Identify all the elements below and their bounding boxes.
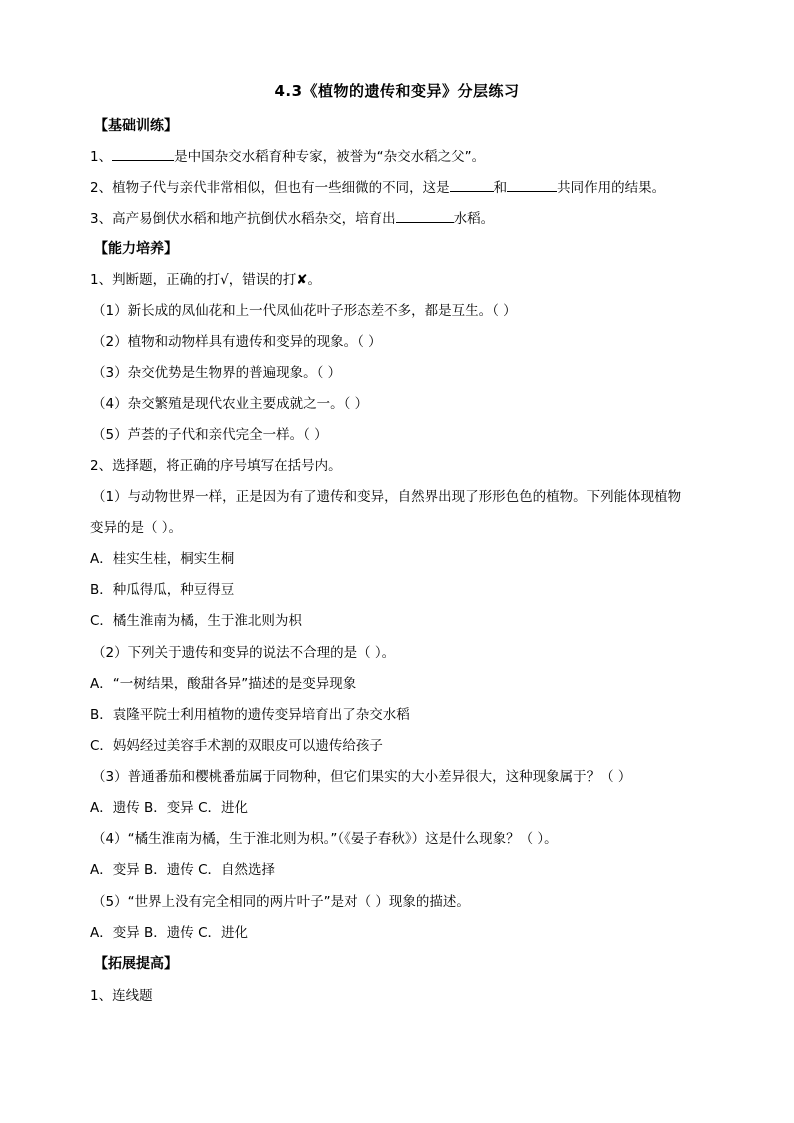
page-title: 4.3《植物的遗传和变异》分层练习 [274, 82, 520, 100]
basic-question-2 [90, 177, 665, 198]
answer-blank[interactable] [450, 177, 494, 192]
section-basic-heading: 【基础训练】 [94, 118, 178, 134]
choice-1-question-line-1: （1）与动物世界一样，正是因为有了遗传和变异，自然界出现了形形色色的植物。下列能体现植物 [92, 489, 682, 505]
judge-item: （3）杂交优势是生物界的普遍现象。（ ） [92, 365, 342, 381]
choice-5-question: （5）“世界上没有完全相同的两片叶子”是对（ ）现象的描述。 [92, 894, 470, 910]
judge-item: （5）芦荟的子代和亲代完全一样。（ ） [92, 427, 328, 443]
extend-question-1: 1、连线题 [90, 988, 153, 1004]
judge-item: （1）新长成的凤仙花和上一代凤仙花叶子形态差不多，都是互生。（ ） [92, 303, 517, 319]
section-extend-heading: 【拓展提高】 [94, 956, 178, 972]
answer-blank[interactable] [507, 177, 557, 192]
choice-1-option-b: B．种瓜得瓜，种豆得豆 [90, 582, 235, 598]
basic-question-1 [90, 146, 485, 167]
basic-question-3 [90, 208, 494, 229]
basic-q1-text: 是中国杂交水稻育种专家，被誉为“杂交水稻之父”。 [174, 149, 486, 165]
judge-item: （2）植物和动物样具有遗传和变异的现象。（ ） [92, 334, 382, 350]
choice-3-question: （3）普通番茄和樱桃番茄属于同物种，但它们果实的大小差异很大，这种现象属于？（ ） [92, 769, 632, 785]
choice-1-question-line-2: 变异的是（ ）。 [90, 520, 183, 536]
choice-2-option-a: A．“一树结果，酸甜各异”描述的是变异现象 [90, 676, 357, 692]
answer-blank[interactable] [112, 146, 174, 161]
basic-q3-post: 水稻。 [453, 211, 495, 227]
basic-q3-pre: 3、高产易倒伏水稻和地产抗倒伏水稻杂交，培育出 [90, 211, 396, 227]
basic-q1-number: 1、 [90, 149, 113, 165]
choice-2-option-c: C．妈妈经过美容手术割的双眼皮可以遗传给孩子 [90, 738, 383, 754]
choice-4-options: A．变异 B．遗传 C．自然选择 [90, 862, 276, 878]
choice-2-option-b: B．袁隆平院士利用植物的遗传变异培育出了杂交水稻 [90, 707, 410, 723]
choice-5-options: A．变异 B．遗传 C．进化 [90, 925, 249, 941]
judge-title: 1、判断题，正确的打√，错误的打✘。 [90, 272, 322, 288]
choice-1-option-a: A．桂实生桂，桐实生桐 [90, 551, 235, 567]
judge-item: （4）杂交繁殖是现代农业主要成就之一。（ ） [92, 396, 369, 412]
choice-title: 2、选择题，将正确的序号填写在括号内。 [90, 458, 342, 474]
answer-blank[interactable] [396, 208, 454, 223]
choice-1-option-c: C．橘生淮南为橘，生于淮北则为枳 [90, 613, 302, 629]
choice-3-options: A．遗传 B．变异 C．进化 [90, 800, 249, 816]
basic-q2-mid: 和 [493, 180, 508, 196]
basic-q2-post: 共同作用的结果。 [557, 180, 666, 196]
basic-q2-pre: 2、植物子代与亲代非常相似，但也有一些细微的不同，这是 [90, 180, 450, 196]
choice-4-question: （4）“橘生淮南为橘，生于淮北则为枳。”（《晏子春秋》）这是什么现象？（ ）。 [92, 831, 558, 847]
choice-2-question: （2）下列关于遗传和变异的说法不合理的是（ ）。 [92, 645, 396, 661]
section-ability-heading: 【能力培养】 [94, 241, 178, 257]
